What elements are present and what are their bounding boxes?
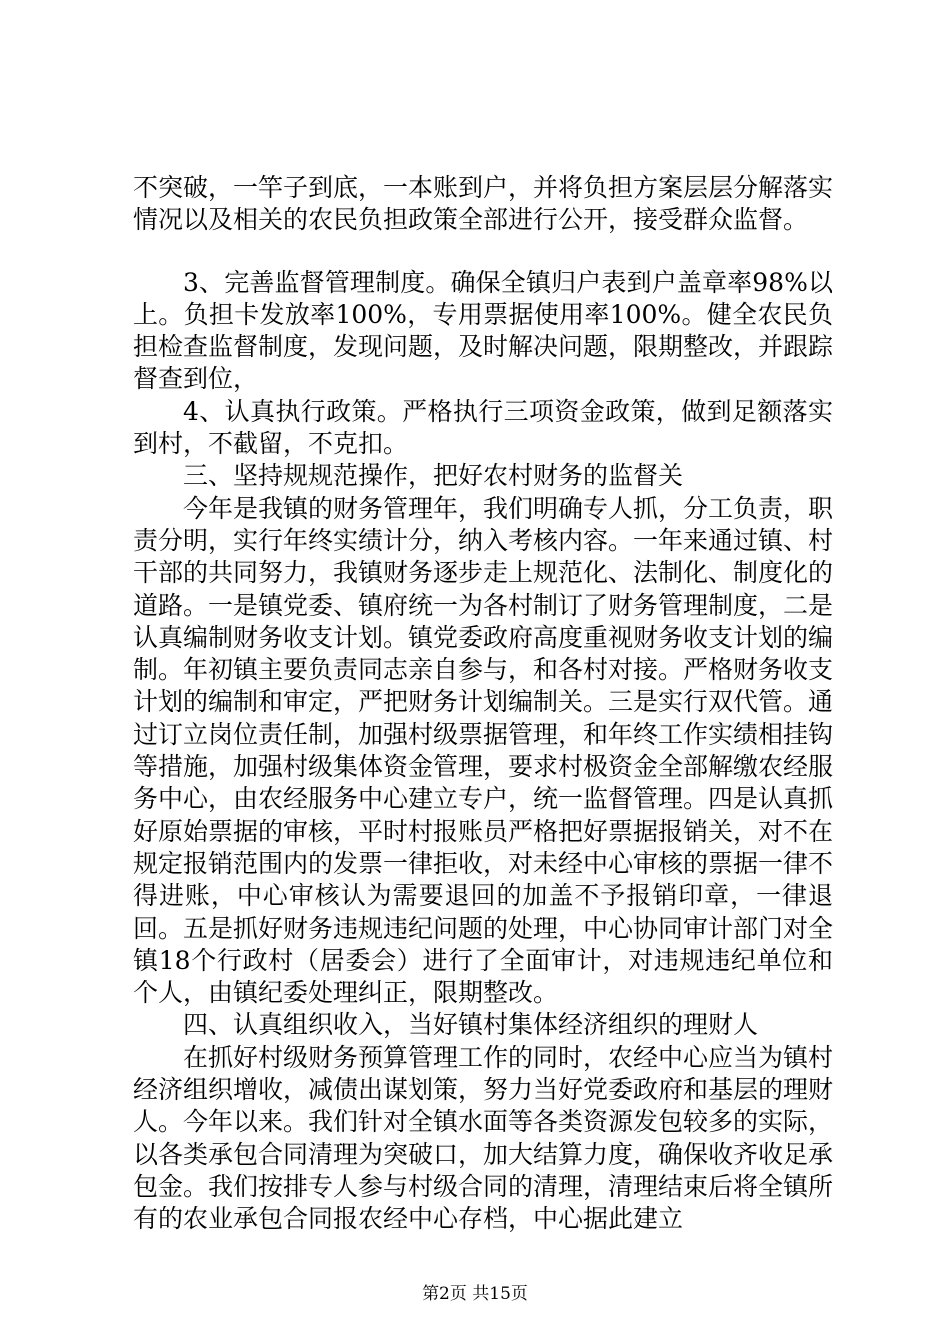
section-heading-4: 四、认真组织收入，当好镇村集体经济组织的理财人 bbox=[183, 1010, 759, 1040]
page-number-footer: 第2页 共15页 bbox=[422, 1284, 528, 1304]
paragraph-item-4: 4、认真执行政策。严格执行三项资金政策，做到足额落实到村，不截留，不克扣。 bbox=[133, 396, 833, 459]
paragraph-income-organization: 在抓好村级财务预算管理工作的同时，农经中心应当为镇村经济组织增收，减债出谋划策，努力当好党委政府和基层的理财人。今年以来。我们针对全镇水面等各类资源发包较多的实际，以各类承包合同清理为突破口，加大结算力度，确保收齐收足承包金。我们按排专人参与村级合同的清理，清理结束后将全镇所有的农业承包合同报农经中心存档，中心据此建立 bbox=[133, 1042, 834, 1234]
document-body bbox=[133, 172, 833, 1236]
paragraph-continuation: 不突破，一竿子到底，一本账到户，并将负担方案层层分解落实情况以及相关的农民负担政策全部进行公开，接受群众监督。 bbox=[133, 173, 834, 235]
paragraph-finance-management: 今年是我镇的财务管理年，我们明确专人抓，分工负责，职责分明，实行年终实绩计分，纳入考核内容。一年来通过镇、村干部的共同努力，我镇财务逐步走上规范化、法制化、制度化的道路。一是镇党委、镇府统一为各村制订了财务管理制度，二是认真编制财务收支计划。镇党委政府高度重视财务收支计划的编制。年初镇主要负责同志亲自参与，和各村对接。严格财务收支计划的编制和审定，严把财务计划编制关。三是实行双代管。通过订立岗位责任制，加强村级票据管理，和年终工作实绩相挂钩等措施，加强村级集体资金管理，要求村极资金全部解缴农经服务中心，由农经服务中心建立专户，统一监督管理。四是认真抓好原始票据的审核，平时村报账员严格把好票据报销关，对不在规定报销范围内的发票一律拒收，对未经中心审核的票据一律不得进账，中心审核认为需要退回的加盖不予报销印章，一律退回。五是抓好财务违规违纪问题的处理，中心协同审计部门对全镇18个行政村（居委会）进行了全面审计，对违规违纪单位和个人，由镇纪委处理纠正，限期整改。 bbox=[133, 493, 834, 1008]
section-heading-3: 三、坚持规规范操作，把好农村财务的监督关 bbox=[183, 461, 684, 491]
paragraph-item-3: 3、完善监督管理制度。确保全镇归户表到户盖章率98%以上。负担卡发放率100%，专用票据使用率100%。健全农民负担检查监督制度，发现问题，及时解决问题，限期整改，并跟踪督查到位， bbox=[133, 267, 834, 394]
